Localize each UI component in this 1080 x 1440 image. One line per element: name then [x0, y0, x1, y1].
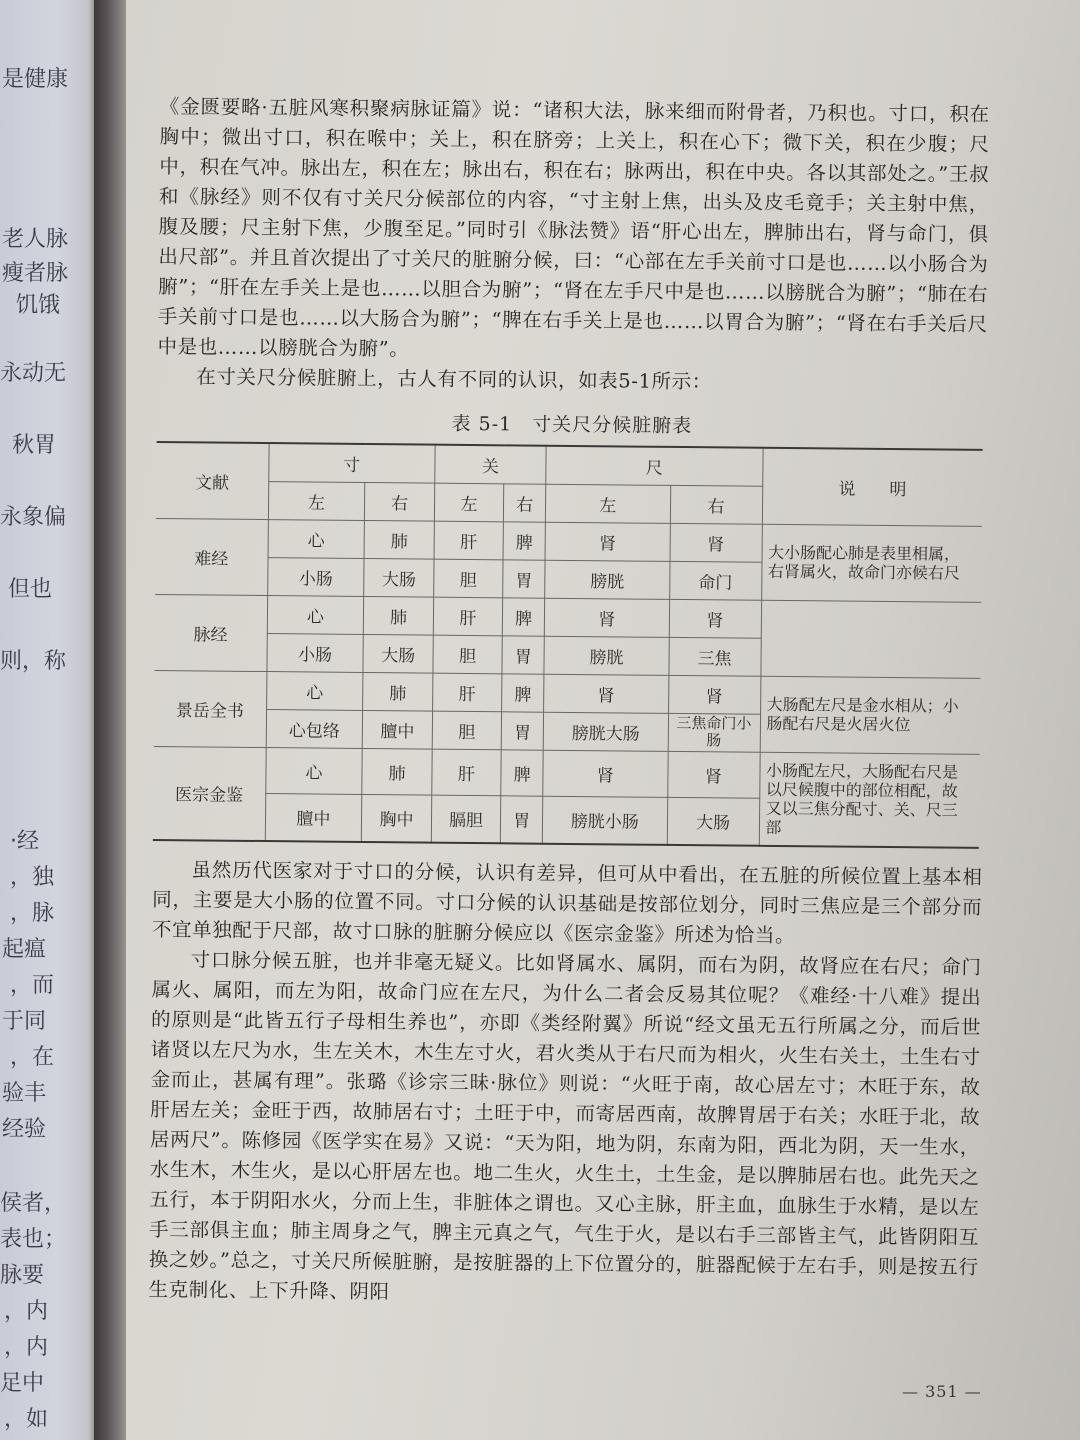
- cell: 肺: [363, 672, 433, 711]
- left-page-text-fragment: ，脉: [10, 901, 55, 926]
- previous-page-edge: [0, 0, 96, 1440]
- header-chi-left: 左: [546, 484, 671, 523]
- header-guan-right: 右: [504, 483, 546, 521]
- cell: 膀胱: [545, 560, 670, 599]
- header-cun-left: 左: [268, 481, 365, 520]
- left-page-text-fragment: ，内: [4, 1335, 49, 1360]
- cell: 脾: [501, 749, 543, 795]
- cell: 肾: [545, 522, 670, 561]
- page-number: — 351 —: [902, 1382, 982, 1401]
- cell: 肝: [432, 749, 502, 796]
- cell: 命门: [669, 561, 761, 600]
- paragraph-five-elements: 寸口脉分候五脏，也并非毫无疑义。比如肾属水、属阴，而右为阴，故肾应在右尺；命门属火、属阳，而左为阳，故命门应在左尺，为什么二者会反易其位呢？《难经·十八难》提出的原则是“此皆五行子母相生养也”，亦即《类经附翼》所说“经文虽无五行所属之分，而后世诸贤以左尺为水，生左关木，木生左寸火，君火类从于右尺而为相火，火生右关土，土生右寸金而止，甚属有理”。张璐《诊宗三昧·脉位》则说：“火旺于南，故心居左寸；木旺于东，故肝居左关；金旺于西，故肺居右寸；土旺于中，而寄居西南，故脾胃居于右关；水旺于北，故居两尺”。陈修园《医学实在易》又说：“天为阳，地为阴，东南为阳，西北为阴，天一生水，水生木，木生火，是以心肝居左也。地二生火，火生土，土生金，是以脾肺居右也。此先天之五行，本于阴阳水火，分而上生，非脏体之谓也。又心主脉，肝主血，血脉生于水精，是以左手三部俱主血；肺主周身之气，脾主元真之气，气生于火，是以右手三部皆主气，此皆阴阳互换之妙。”总之，寸关尺所候脏腑，是按脏器的上下位置分的，脏器配候于左右手，则是按五行生克制化、上下升降、阴阳: [148, 948, 982, 1304]
- row-source: 脉经: [154, 594, 267, 671]
- cell: 肺: [364, 596, 434, 635]
- cell: 肝: [432, 673, 502, 712]
- left-page-text-fragment: 则，称: [0, 649, 67, 674]
- header-note: 说 明: [762, 448, 983, 526]
- cell: 三焦: [668, 637, 760, 676]
- row-note: 大小肠配心肺是表里相属，右肾属火，故命门亦候右尺: [761, 524, 982, 602]
- left-page-text-fragment: 老人脉: [2, 227, 69, 252]
- left-page-text-fragment: 但也: [8, 577, 53, 602]
- cell: 心: [268, 519, 365, 558]
- left-page-text-fragment: 瘦者脉: [2, 261, 69, 286]
- row-source: 景岳全书: [154, 670, 267, 747]
- cell: 脾: [502, 597, 544, 635]
- left-page-text-fragment: ·经: [10, 829, 39, 854]
- left-page-text-fragment: 是健康: [2, 67, 69, 92]
- row-source: 医宗金鉴: [153, 746, 266, 841]
- page-content: [148, 92, 990, 1313]
- header-chi-right: 右: [670, 485, 762, 524]
- header-guan: 关: [435, 445, 547, 484]
- cell: 心: [265, 747, 362, 794]
- cell: 膀胱小肠: [542, 796, 667, 845]
- cell: 胃: [502, 635, 544, 673]
- left-page-text-fragment: ，内: [4, 1299, 49, 1324]
- cell: 膻中: [265, 793, 362, 842]
- cell: 胃: [501, 711, 543, 749]
- cell: 胆: [432, 711, 502, 750]
- table-row: [153, 746, 979, 800]
- cell: 肝: [434, 521, 504, 560]
- cell: 胃: [503, 559, 545, 597]
- left-page-text-fragment: ，而: [10, 973, 55, 998]
- row-note: 大肠配左尺是金水相从；小肠配右尺是火居火位: [760, 676, 981, 754]
- left-page-text-fragment: 起瘟: [2, 937, 47, 962]
- paragraph-table-intro: 在寸关尺分候脏腑上，古人有不同的认识，如表5-1所示：: [196, 365, 712, 394]
- cell: 肾: [669, 599, 761, 638]
- cell: 膀胱大肠: [543, 712, 668, 751]
- cell: 胆: [433, 635, 503, 674]
- cell: 肾: [544, 598, 669, 637]
- header-cun-right: 右: [365, 482, 435, 521]
- table-caption: 表 5-1 寸关尺分候脏腑表: [451, 412, 693, 438]
- header-cun: 寸: [268, 443, 435, 483]
- left-page-text-fragment: ，独: [10, 865, 55, 890]
- left-page-text-fragment: 经验: [2, 1117, 47, 1142]
- cell: 心包络: [266, 709, 363, 748]
- cell: 肾: [667, 751, 759, 798]
- left-page-text-fragment: 永象偏: [0, 505, 67, 530]
- cell: 心: [266, 671, 363, 710]
- cell: 肝: [433, 597, 503, 636]
- cell: 小肠: [266, 633, 363, 672]
- header-source: 文献: [156, 442, 269, 519]
- header-guan-left: 左: [434, 483, 504, 522]
- row-note: 小肠配左尺，大肠配右尺是以尺候腹中的部位相配，故又以三焦分配寸、关、尺三部: [759, 752, 980, 848]
- left-page-text-fragment: ，如: [4, 1407, 49, 1432]
- cell: 膻中: [363, 710, 433, 749]
- book-page: [126, 0, 1080, 1440]
- cell: 小肠: [267, 557, 364, 596]
- cell: 膀胱: [544, 636, 669, 675]
- header-chi: 尺: [546, 446, 763, 486]
- cell: 大肠: [363, 634, 433, 673]
- left-page-text-fragment: 侯者，: [0, 1191, 67, 1216]
- cell: 大肠: [667, 797, 759, 846]
- cell: 脾: [502, 673, 544, 711]
- cell: 肺: [364, 520, 434, 559]
- left-page-text-fragment: 足中: [0, 1371, 45, 1396]
- left-page-text-fragment: 表也；: [0, 1227, 67, 1252]
- cell: 三焦命门小肠: [668, 713, 760, 752]
- cell: 肾: [543, 750, 668, 797]
- cell: 肾: [670, 523, 762, 562]
- left-page-text-fragment: 脉要: [0, 1263, 45, 1288]
- book-gutter: [94, 0, 128, 1440]
- left-page-text-fragment: 永动无: [0, 361, 67, 386]
- cell: 膈胆: [431, 795, 501, 844]
- cell: 胸中: [362, 794, 432, 843]
- cell: 脾: [503, 521, 545, 559]
- organ-pulse-table: [153, 441, 983, 849]
- cell: 肾: [544, 674, 669, 713]
- left-page-text-fragment: 验丰: [2, 1081, 47, 1106]
- left-page-text-fragment: 饥饿: [16, 293, 61, 318]
- paragraph-jinkui-quote: 《金匮要略·五脏风寒积聚病脉证篇》说：“诸积大法，脉来细而附骨者，乃积也。寸口，积在胸中；微出寸口，积在喉中；关上，积在脐旁；上关上，积在心下；微下关，积在少腹；尺中，积在气冲。脉出左，积在左；脉出右，积在右；脉两出，积在中央。各以其部处之。”王叔和《脉经》则不仅有寸关尺分候部位的内容，“寸主射上焦，出头及皮毛竟手；关主射中焦，腹及腰；尺主射下焦，少腹至足。”同时引《脉法赞》语“肝心出左，脾肺出右，肾与命门，俱出尺部”。并且首次提出了寸关尺的脏腑分候，曰：“心部在左手关前寸口是也……以小肠合为腑”；“肝在左手关上是也……以胆合为腑”；“肾在左手尺中是也……以膀胱合为腑”；“肺在右手关前寸口是也……以大肠合为腑”；“脾在右手关上是也……以胃合为腑”；“肾在右手关后尺中是也……以膀胱合为腑”。: [157, 94, 990, 361]
- cell: 心: [267, 595, 364, 634]
- cell: 胃: [500, 795, 542, 843]
- cell: 肾: [668, 675, 760, 714]
- cell: 胆: [433, 559, 503, 598]
- paragraph-summary: 虽然历代医家对于寸口的分候，认识有差异，但可从中看出，在五脏的所候位置上基本相同，主要是大小肠的位置不同。寸口分候的认识基础是按部位划分，同时三焦应是三个部分而不宜单独配于尺部，故寸口脉的脏腑分候应以《医宗金鉴》所述为恰当。: [151, 858, 983, 948]
- cell: 大肠: [364, 558, 434, 597]
- cell: 肺: [362, 748, 432, 795]
- left-page-text-fragment: 于同: [2, 1009, 47, 1034]
- row-note: [760, 600, 981, 678]
- left-page-text-fragment: 秋胃: [12, 433, 57, 458]
- left-page-text-fragment: ，在: [10, 1045, 55, 1070]
- row-source: 难经: [155, 518, 268, 595]
